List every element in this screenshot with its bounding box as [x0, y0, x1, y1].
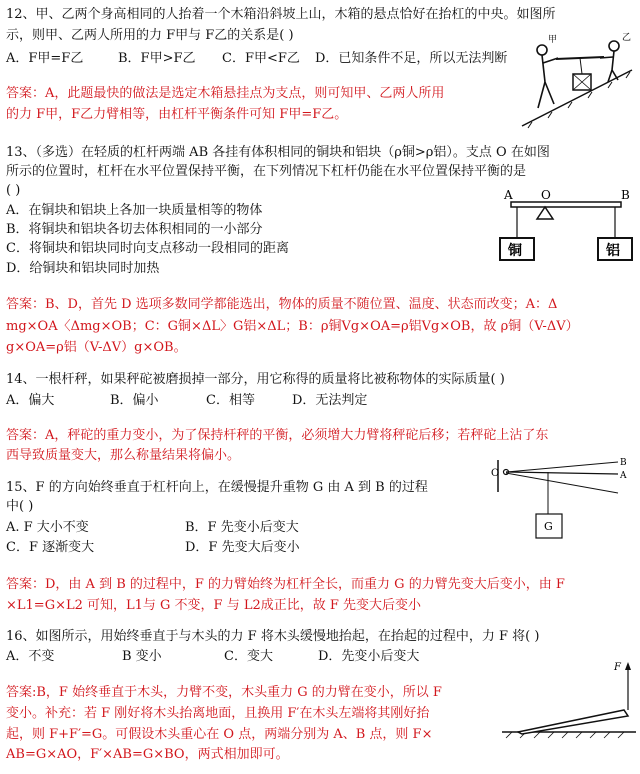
q12-answer-line2: 的力 F甲，F乙力臂相等，由杠杆平衡条件可知 F甲=F乙。: [6, 107, 348, 122]
q12-stem-line2: 示，则甲、乙两人所用的力 F甲与 F乙的关系是( ): [6, 28, 294, 43]
q14-answer-line1: 答案：A，秤砣的重力变小，为了保持杆秤的平衡，必须增大力臂将秤砣后移；若秤砣上沾了东: [6, 428, 549, 443]
q13-option-a: A．在铜块和铝块上各加一块质量相等的物体: [6, 203, 263, 218]
label-copper: 铜: [508, 243, 522, 259]
q14-answer-line2: 西导致质量变大，那么称量结果将偏小。: [6, 448, 241, 463]
q16-figure-lifting-log: [500, 656, 638, 740]
q14-option-d: D．无法判定: [292, 393, 368, 408]
q13-option-c: C．将铜块和铝块同时向支点移动一段相同的距离: [6, 241, 289, 256]
q12-option-c: C．F甲<F乙: [222, 51, 300, 66]
q16-option-d: D．先变小后变大: [318, 649, 420, 664]
q13-answer-line2: mg×OA〈Δmg×OB；C：G铜×ΔL〉G铝×ΔL；B：ρ铜Vg×OA=ρ铝Vg×OB，故 ρ铜（V-ΔV）: [6, 319, 579, 334]
q14-option-a: A．偏大: [6, 393, 55, 408]
q16-stem-line1: 16、如图所示，用始终垂直于与木头的力 F 将木头缓慢地抬起，在抬起的过程中，力 F 将( ): [6, 629, 540, 644]
label-g: G: [544, 520, 553, 533]
q12-option-b: B．F甲>F乙: [118, 51, 196, 66]
q16-option-c: C．变大: [224, 649, 273, 664]
q13-stem-line1: 13、（多选）在轻质的杠杆两端 AB 各挂有体积相同的铜块和铝块（ρ铜>ρ铝）。支点 O 在如图: [6, 145, 550, 160]
q16-option-a: A．不变: [6, 649, 55, 664]
q13-answer-line1: 答案：B、D，首先 D 选项多数同学都能选出，物体的质量不随位置、温度、状态而改变；A：Δ: [6, 297, 558, 312]
q12-figure-slope-carry: [518, 30, 636, 130]
q16-answer-line2: 变小。补充：若 F 刚好将木头抬离地面，且换用 F′在木头左端将其刚好抬: [6, 706, 430, 721]
label-a: A: [504, 188, 513, 202]
q12-answer-line1: 答案：A，此题最快的做法是选定木箱悬挂点为支点，则可知甲、乙两人所用: [6, 86, 445, 101]
q15-option-c: C．F 逐渐变大: [6, 540, 95, 555]
q12-stem-line1: 12、甲、乙两个身高相同的人抬着一个木箱沿斜坡上山，木箱的悬点恰好在抬杠的中央。如图所: [6, 7, 556, 22]
q16-answer-line1: 答案:B，F 始终垂直于木头，力臂不变，木头重力 G 的力臂在变小，所以 F: [6, 685, 442, 700]
label-b: B: [620, 458, 627, 468]
q16-answer-line4: AB=G×AO，F′×AB=G×BO，两式相加即可。: [6, 747, 289, 762]
log-icon: [518, 710, 628, 734]
q12-option-a: A．F甲=F乙: [6, 51, 84, 66]
q15-stem-line2: 中( ): [6, 499, 34, 514]
q14-option-b: B．偏小: [110, 393, 159, 408]
q15-answer-line2: ×L1=G×L2 可知，L1与 G 不变，F 与 L2成正比，故 F 先变大后变小: [6, 598, 422, 613]
q16-answer-line3: 起，则 F+F′=G。可假设木头重心在 O 点，两端分别为 A、B 点，则 F×: [6, 727, 433, 742]
q13-stem-line2: 所示的位置时，杠杆在水平位置保持平衡，在下列情况下杠杆仍能在水平位置保持平衡的是: [6, 164, 527, 179]
label-yi: 乙: [622, 33, 632, 43]
q13-stem-line3: ( ): [6, 183, 21, 198]
q15-option-a: A. F 大小不变: [6, 520, 89, 535]
label-f: F: [614, 662, 621, 673]
label-b: B: [621, 188, 630, 202]
label-o: O: [491, 468, 500, 479]
q16-option-b: B 变小: [122, 649, 162, 664]
q15-option-d: D．F 先变大后变小: [185, 540, 300, 555]
q13-option-d: D．给铜块和铝块同时加热: [6, 261, 160, 276]
q14-option-c: C．相等: [206, 393, 255, 408]
q13-figure-lever-blocks: [497, 188, 637, 268]
q13-answer-line3: g×OA=ρ铝（V-ΔV）g×OB。: [6, 340, 187, 355]
label-jia: 甲: [548, 35, 558, 45]
person-jia-icon: [537, 45, 558, 108]
label-aluminum: 铝: [606, 243, 620, 259]
person-yi-icon: [600, 41, 619, 82]
q14-stem-line1: 14、一根杆秤，如果秤砣被磨损掉一部分，用它称得的质量将比被称物体的实际质量( ): [6, 372, 505, 387]
q15-option-b: B．F 先变小后变大: [185, 520, 299, 535]
q13-option-b: B．将铜块和铝块各切去体积相同的一小部分: [6, 222, 263, 237]
q15-stem-line1: 15、F 的方向始终垂直于杠杆向上，在缓慢提升重物 G 由 A 到 B 的过程: [6, 480, 428, 495]
label-a: A: [620, 471, 627, 481]
label-o: O: [541, 188, 551, 202]
q15-answer-line1: 答案：D，由 A 到 B 的过程中，F 的力臂始终为杠杆全长，而重力 G 的力臂先变大后变小，由 F: [6, 577, 565, 592]
q12-option-d: D．已知条件不足，所以无法判断: [315, 51, 508, 66]
q15-figure-rotating-lever: [488, 456, 638, 556]
